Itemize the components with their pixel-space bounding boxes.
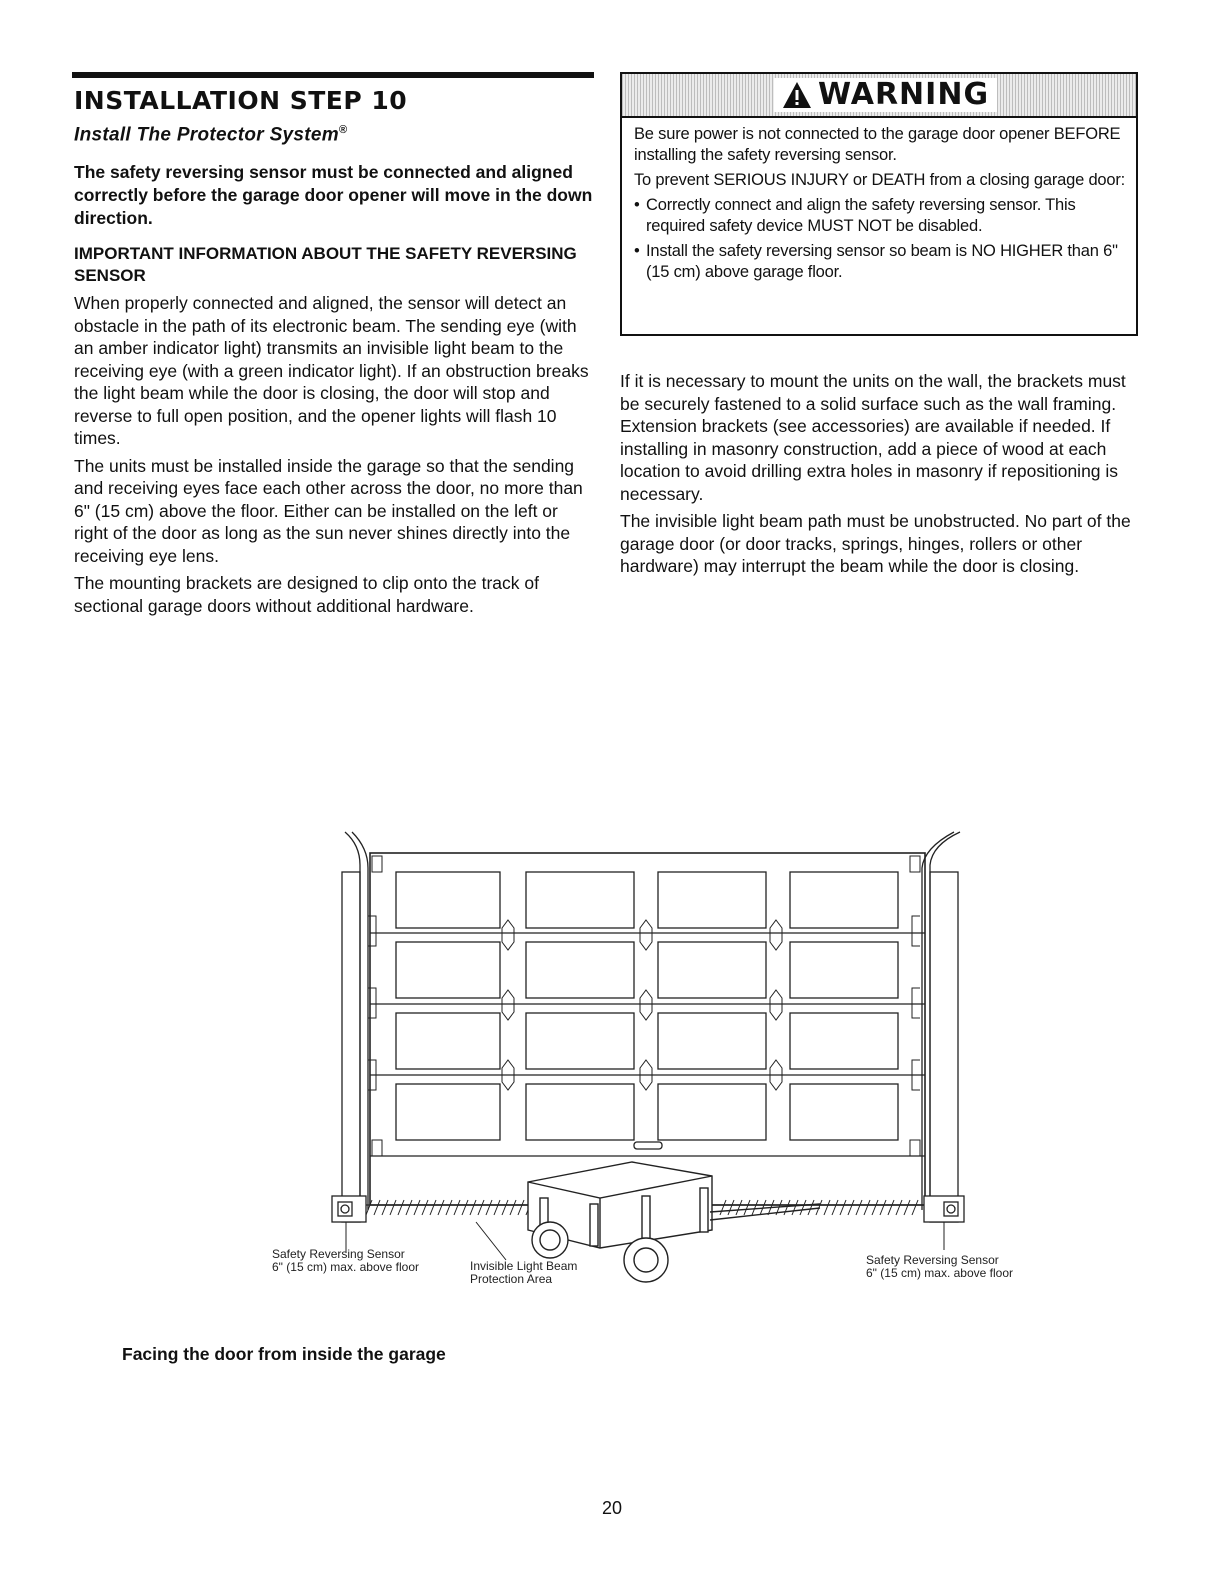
warning-triangle-icon — [782, 81, 812, 109]
diagram-caption: Facing the door from inside the garage — [122, 1344, 446, 1364]
paragraph-sensor-operation: When properly connected and aligned, the sensor will detect an obstacle in the path of its electronic beam. The sending eye (with an amber indicator light) transmits an invisible light beam to the receiving eye (with a green indicator light). If an obstruction breaks the light beam while the door is closing, the door will stop and reverse to full open position, and the opener lights will flash 10 times. — [74, 293, 589, 449]
left-track — [345, 832, 360, 1210]
paragraph-sensor-placement: The units must be installed inside the garage so that the sending and receiving eyes face each other across the door, no more than 6" (15 cm) above the floor. Either can be installed on the left or right of the door as long as the sun never shines directly into the receiving eye lens. — [74, 455, 583, 566]
beam-callout — [470, 1260, 577, 1286]
section-heading: IMPORTANT INFORMATION ABOUT THE SAFETY REVERSING SENSOR — [74, 244, 577, 286]
bullet-icon: • — [634, 242, 640, 260]
paragraph-wall-mounting: If it is necessary to mount the units on the wall, the brackets must be securely fastened to a solid surface such as the wall framing. Extension brackets (see accessories) are available if needed. If installing in masonry construction, add a piece of wood at each location to avoid drilling extra holes in masonry if repositioning is necessary. — [620, 371, 1126, 504]
garage-door-illustration — [260, 820, 1040, 1300]
registered-mark: ® — [338, 124, 348, 136]
paragraph-mounting-brackets: The mounting brackets are designed to clip onto the track of sectional garage doors without additional hardware. — [74, 573, 539, 616]
garage-door-diagram — [260, 820, 1040, 1300]
warning-label — [774, 78, 997, 112]
intro-warning-text: The safety reversing sensor must be connected and aligned correctly before the garage door opener will move in the down direction. — [74, 162, 593, 229]
right-track — [930, 832, 960, 1210]
warning-bullet-text: Correctly connect and align the safety reversing sensor. This required safety device MUST NOT be disabled. — [646, 196, 1076, 235]
step-subtitle-text: Install The Protector System — [74, 124, 339, 146]
right-sensor-label: Safety Reversing Sensor — [866, 1253, 999, 1267]
bullet-icon: • — [634, 196, 640, 214]
page-number: 20 — [601, 1498, 623, 1518]
step-subtitle — [74, 118, 594, 147]
right-text — [620, 370, 1142, 578]
warning-prevent-line: To prevent SERIOUS INJURY or DEATH from a closing garage door: — [634, 171, 1126, 189]
left-sensor-label: Safety Reversing Sensor — [272, 1247, 405, 1261]
title-rule — [72, 72, 594, 78]
right-sensor-height: 6" (15 cm) max. above floor — [866, 1266, 1013, 1280]
warning-bullet-text: Install the safety reversing sensor so beam is NO HIGHER than 6" (15 cm) above garage floor. — [646, 242, 1118, 281]
left-sensor-unit — [332, 1196, 366, 1222]
warning-header — [622, 74, 1136, 118]
right-sensor-callout — [866, 1254, 1013, 1280]
warning-bullet-item — [634, 195, 1126, 237]
step-title: INSTALLATION STEP 10 — [74, 86, 408, 115]
left-column — [72, 72, 594, 617]
beam-label: Invisible Light Beam — [470, 1259, 578, 1273]
warning-box — [620, 72, 1138, 336]
paragraph-beam-path: The invisible light beam path must be unobstructed. No part of the garage door (or door tracks, springs, hinges, rollers or other hardware) may interrupt the beam while the door is closing. — [620, 511, 1131, 576]
warning-body — [622, 118, 1136, 283]
left-sensor-callout — [272, 1248, 419, 1274]
warning-bullet-item — [634, 241, 1126, 283]
right-column — [620, 72, 1142, 583]
garage-door — [370, 853, 925, 1205]
beam-area-label: Protection Area — [470, 1272, 553, 1286]
right-sensor-unit — [924, 1196, 964, 1222]
beam-leader — [476, 1222, 506, 1260]
warning-title: WARNING — [818, 77, 990, 112]
warning-power-line: Be sure power is not connected to the garage door opener BEFORE installing the safety reversing sensor. — [634, 125, 1121, 164]
left-sensor-height: 6" (15 cm) max. above floor — [272, 1260, 419, 1274]
